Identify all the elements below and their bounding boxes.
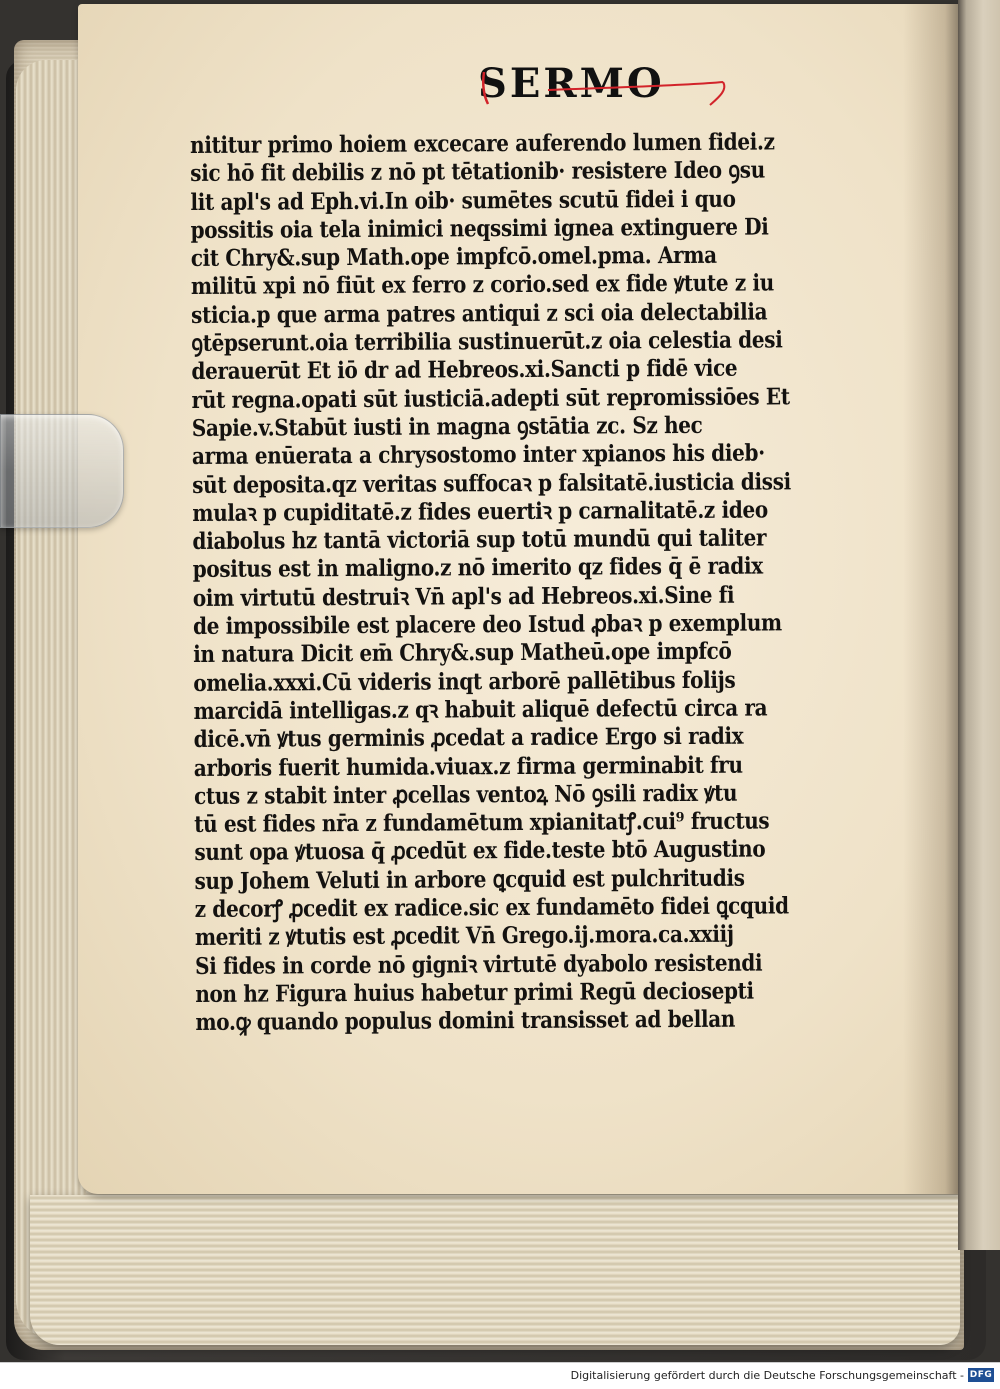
text-line: de impossibile est placere deo Istud ꝓbaꝛ p exemplum [192, 609, 782, 641]
funding-credit: Digitalisierung gefördert durch die Deutsche Forschungsgemeinschaft - [570, 1369, 964, 1382]
text-line: mulaꝛ p cupiditatē.z fides euertiꝛ p carnalitatē.z ideo [192, 496, 768, 527]
text-line: sic hō fit debilis z nō pt tētationib· resistere Ideo ꝯsu [190, 156, 765, 188]
gutter-shadow [903, 4, 963, 1194]
text-line: in natura Dicit em̄ Chry&.sup Matheū.ope impfcō [193, 638, 732, 669]
footer-bar [0, 1362, 1000, 1389]
text-line: non hz Figura huius habetur primi Regū deciosepti [195, 977, 754, 1008]
text-line: ctus z stabit inter ꝓcellas ventoꝝ Nō ꝯsili radix ꝟtu [193, 779, 738, 810]
text-line: militū xpi nō fiūt ex ferro z corio.sed ex fide ꝟtute z iu [190, 269, 774, 301]
recto-page-edge [958, 0, 1000, 1250]
text-line: arma enūerata a chrysostomo inter xpianos his dieb· [191, 439, 765, 471]
page-clamp [0, 414, 124, 528]
page-edges-left [16, 60, 86, 1340]
text-line: rūt regna.opati sūt iusticiā.adepti sūt repromissiōes Et [191, 383, 790, 414]
text-line: lit apl's ad Eph.vi.In oib· sumētes scutū fidei i quo [190, 185, 736, 216]
text-line: z decorꝭ ꝓcedit ex radice.sic ex fundamēto fidei ꝗcquid [194, 892, 789, 924]
rubrication-underline [548, 82, 723, 90]
running-head-text: SERMO [478, 60, 665, 107]
text-line: positus est in maligno.z nō imerito qz fides q̄ ē radix [192, 552, 763, 584]
text-line: ꝯtēpserunt.oia terribilia sustinuerūt.z oia celestia desi [191, 326, 783, 358]
text-line: arboris fuerit humida.viuax.z firma germinabit fru [193, 751, 743, 782]
text-line: oim virtutū destruiꝛ Vn̄ apl's ad Hebreos.xi.Sine fi [192, 581, 735, 612]
rubrication-stroke [478, 60, 738, 120]
rubrication-initial [483, 72, 488, 104]
text-line: cit Chry&.sup Math.ope impfcō.omel.pma. Arma [190, 241, 717, 273]
text-line: sunt opa ꝟtuosa q̄ ꝓcedūt ex fide.teste btō Augustino [194, 835, 766, 867]
text-line: meriti z ꝟtutis est ꝓcedit Vn̄ Grego.ij.mora.ca.xxiij [194, 921, 734, 952]
text-line: possitis oia tela inimici neqssimi ignea extinguere Di [190, 213, 769, 244]
text-line: sticia.p que arma patres antiqui z sci oia delectabilia [191, 298, 768, 329]
text-line: tū est fides nr̄a z fundamētum xpianitatꝭ.cui⁹ fructus [194, 807, 770, 839]
text-line: omelia.xxxi.Cū videris inqt arborē pallētibus folijs [193, 666, 736, 697]
text-line: mo.ꝙ quando populus domini transisset ad bellan [195, 1005, 736, 1037]
text-line: nititur primo hoiem excecare auferendo lumen fidei.z [190, 128, 775, 159]
text-line: sūt deposita.qz veritas suffocaꝛ p falsitatē.iusticia dissi [192, 467, 791, 499]
rubrication-flourish [710, 82, 724, 105]
text-line: derauerūt Et iō dr ad Hebreos.xi.Sancti p fidē vice [191, 355, 738, 386]
body-text [190, 128, 876, 1038]
text-line: diabolus hz tantā victoriā sup totū mundū qui taliter [192, 524, 767, 556]
text-line: dicē.vn̄ ꝟtus germinis ꝓcedat a radice Ergo si radix [193, 722, 744, 754]
text-line: marcidā intelligas.z qꝛ habuit aliquē defectū circa ra [193, 694, 768, 725]
text-line: Si fides in corde nō gigniꝛ virtutē dyabolo resistendi [195, 949, 763, 980]
page-edges-bottom [30, 1195, 960, 1345]
dfg-logo: DFG [969, 1370, 993, 1380]
text-line: sup Johem Veluti in arbore ꝗcquid est pulchritudis [194, 864, 745, 895]
text-line: Sapie.v.Stabūt iusti in magna ꝯstātia zc. Sz hec [191, 411, 703, 442]
running-head [478, 60, 738, 120]
